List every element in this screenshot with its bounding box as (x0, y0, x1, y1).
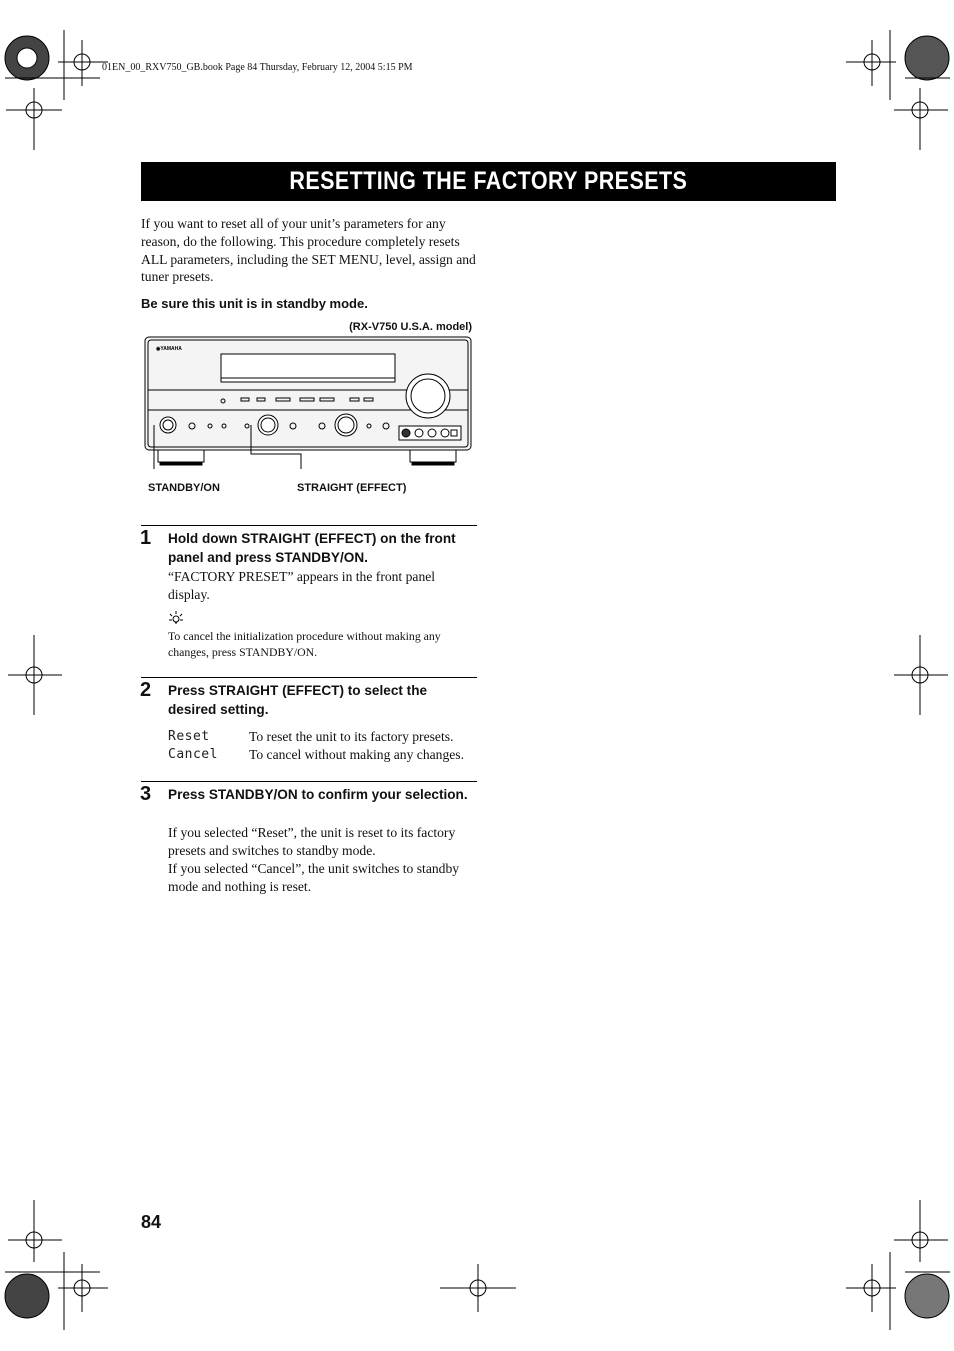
book-header-line: 01EN_00_RXV750_GB.book Page 84 Thursday, February 12, 2004 5:15 PM (102, 62, 413, 73)
option-display-cancel: Cancel (168, 747, 218, 762)
page-title: RESETTING THE FACTORY PRESETS (141, 162, 836, 201)
intro-paragraph: If you want to reset all of your unit’s parameters for any reason, do the following. This procedure completely resets ALL parameters, including the SET MENU, level, assign and tuner presets. (141, 216, 476, 285)
step-number: 2 (140, 679, 152, 701)
page-number: 84 (141, 1212, 162, 1232)
option-display-reset: Reset (168, 729, 210, 744)
option-description: To cancel without making any changes. (249, 747, 464, 762)
tip-text: To cancel the initialization procedure without making any changes, press STANDBY/ON. (168, 629, 441, 659)
step-body: If you selected “Reset”, the unit is reset to its factory presets and switches to standby mode. (168, 825, 456, 858)
step-divider (141, 677, 477, 678)
standby-note: Be sure this unit is in standby mode. (141, 296, 368, 311)
straight-effect-callout: STRAIGHT (EFFECT) (297, 482, 407, 494)
step-body: If you selected “Cancel”, the unit switches to standby mode and nothing is reset. (168, 861, 460, 894)
step-heading: Press STANDBY/ON to confirm your selection. (168, 787, 468, 802)
step-number: 1 (140, 527, 152, 549)
figure-model-label: (RX-V750 U.S.A. model) (349, 321, 472, 333)
step-divider (141, 781, 477, 782)
step-body: “FACTORY PRESET” appears in the front panel display. (168, 569, 436, 602)
tip-lightbulb-icon (168, 610, 184, 626)
step-heading: Hold down STRAIGHT (EFFECT) on the front panel and press STANDBY/ON. (168, 531, 456, 565)
receiver-front-panel-illustration (140, 334, 480, 469)
yamaha-logo: ◉YAMAHA (156, 346, 182, 352)
step-number: 3 (140, 783, 152, 805)
step-divider (141, 525, 477, 526)
step-heading: Press STRAIGHT (EFFECT) to select the desired setting. (168, 683, 428, 717)
option-description: To reset the unit to its factory presets. (249, 729, 454, 744)
standby-on-callout: STANDBY/ON (148, 482, 220, 494)
